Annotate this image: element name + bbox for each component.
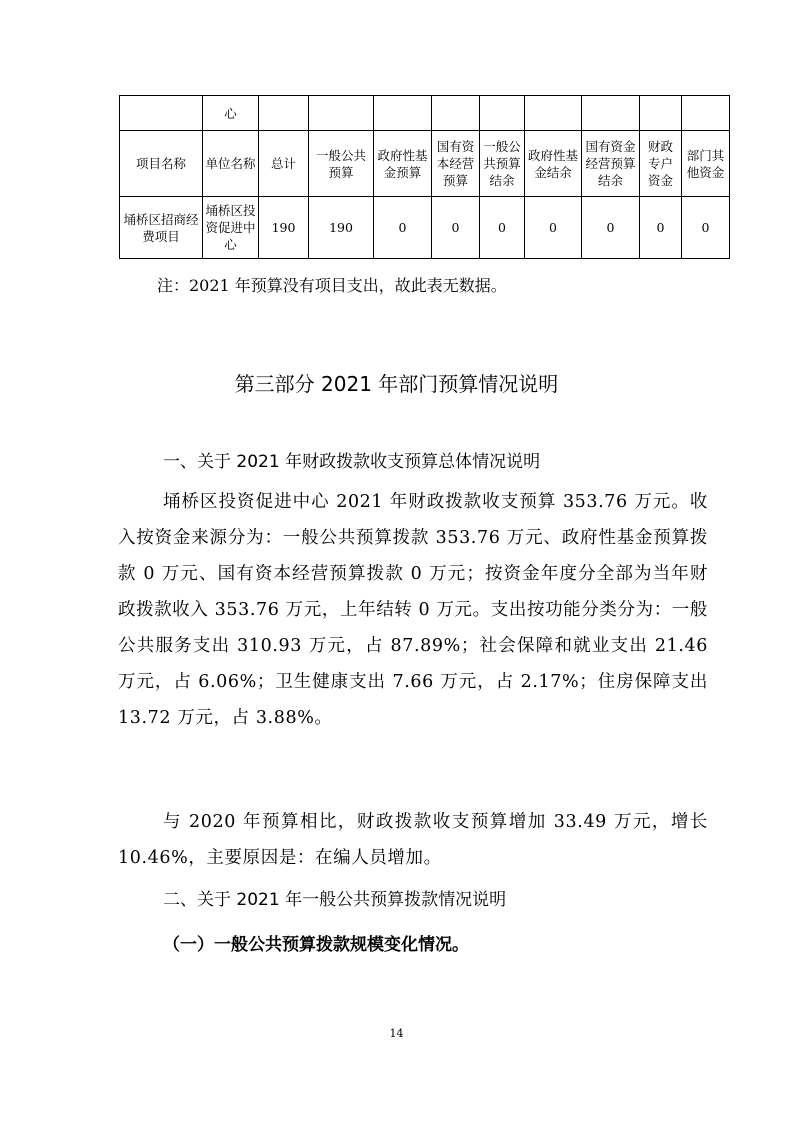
table-cell: 0 bbox=[525, 197, 582, 259]
table-row bbox=[120, 197, 730, 259]
header-cell: 一般公共预算 bbox=[309, 131, 374, 197]
table-cell: 心 bbox=[203, 96, 259, 131]
heading-one: 一、关于 2021 年财政拨款收支预算总体情况说明 bbox=[163, 452, 541, 472]
heading-three: （一）一般公共预算拨款规模变化情况。 bbox=[163, 935, 469, 955]
budget-table bbox=[119, 95, 730, 259]
header-cell: 总计 bbox=[259, 131, 309, 197]
table-cell bbox=[120, 96, 203, 131]
header-cell: 项目名称 bbox=[120, 131, 203, 197]
paragraph-overview: 埇桥区投资促进中心 2021 年财政拨款收支预算 353.76 万元。收入按资金来源分为：一般公共预算拨款 353.76 万元、政府性基金预算拨款 0 万元、国有资本经营预算拨款 0 万元；按资金年度分全部为当年财政拨款收入 353.76 万元，上年结转 0 万元。支出按功能分类分为：一般公共服务支出 310.93 万元，占 87.89%；社会保障和就业支出 21.46 万元，占 6.06%；卫生健康支出 7.66 万元，占 2.17%；住房保障支出 13.72 万元，占 3.88%。 bbox=[118, 492, 708, 728]
table-cell bbox=[374, 96, 432, 131]
header-cell: 国有资本经营预算 bbox=[432, 131, 480, 197]
paragraph-comparison: 与 2020 年预算相比，财政拨款收支预算增加 33.49 万元，增长 10.46%，主要原因是：在编人员增加。 bbox=[118, 812, 708, 868]
section-title: 第三部分 2021 年部门预算情况说明 bbox=[234, 372, 559, 396]
table-cell bbox=[259, 96, 309, 131]
table-cell bbox=[525, 96, 582, 131]
table-note: 注：2021 年预算没有项目支出，故此表无数据。 bbox=[157, 276, 507, 295]
table-cell: 0 bbox=[432, 197, 480, 259]
header-cell: 一般公共预算结余 bbox=[480, 131, 525, 197]
table-cell bbox=[640, 96, 682, 131]
header-cell: 财政专户资金 bbox=[640, 131, 682, 197]
table-cell: 0 bbox=[374, 197, 432, 259]
table-cell bbox=[432, 96, 480, 131]
table-row bbox=[120, 96, 730, 131]
header-cell: 政府性基金结余 bbox=[525, 131, 582, 197]
table-cell bbox=[582, 96, 640, 131]
table-header-row bbox=[120, 131, 730, 197]
table-cell: 190 bbox=[309, 197, 374, 259]
page-number: 14 bbox=[389, 1027, 404, 1040]
header-cell: 部门其他资金 bbox=[682, 131, 730, 197]
header-cell: 单位名称 bbox=[203, 131, 259, 197]
heading-two: 二、关于 2021 年一般公共预算拨款情况说明 bbox=[163, 890, 507, 910]
header-cell: 国有资金经营预算结余 bbox=[582, 131, 640, 197]
table-cell bbox=[480, 96, 525, 131]
table-cell bbox=[309, 96, 374, 131]
table-cell: 0 bbox=[682, 197, 730, 259]
table-cell: 0 bbox=[480, 197, 525, 259]
header-cell: 政府性基金预算 bbox=[374, 131, 432, 197]
table-cell bbox=[682, 96, 730, 131]
table-cell: 0 bbox=[640, 197, 682, 259]
table-cell: 0 bbox=[582, 197, 640, 259]
table-cell: 190 bbox=[259, 197, 309, 259]
table-cell: 埇桥区招商经费项目 bbox=[120, 197, 203, 259]
table-cell: 埇桥区投资促进中心 bbox=[203, 197, 259, 259]
